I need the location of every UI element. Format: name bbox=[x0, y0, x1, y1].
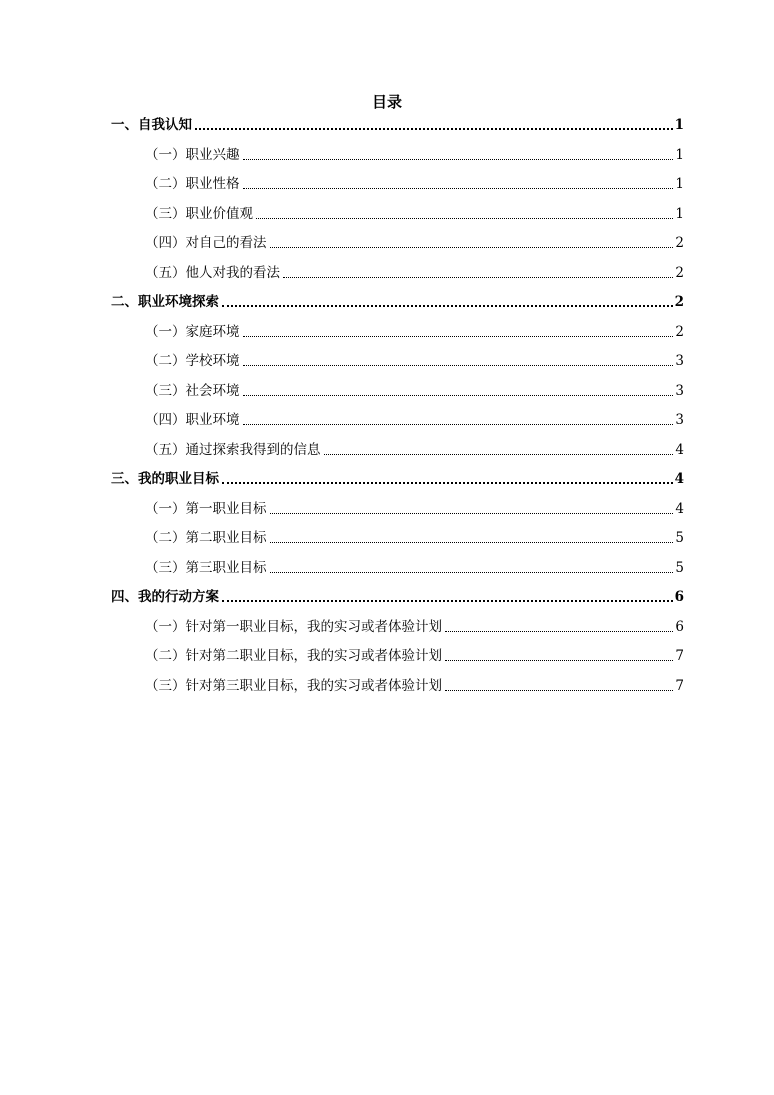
toc-dot-leader bbox=[243, 365, 674, 366]
toc-entry-page-number: 2 bbox=[675, 264, 684, 281]
toc-section-entry[interactable] bbox=[111, 585, 684, 607]
toc-entry-page-number: 1 bbox=[675, 205, 684, 222]
toc-entry-page-number: 4 bbox=[675, 500, 684, 517]
toc-section-entry[interactable] bbox=[111, 113, 684, 135]
toc-dot-leader bbox=[222, 600, 673, 602]
toc-entry-page-number: 6 bbox=[675, 618, 684, 635]
toc-dot-leader bbox=[270, 513, 674, 514]
toc-entry-label: 四、我的行动方案 bbox=[111, 589, 219, 605]
toc-dot-leader bbox=[243, 159, 674, 160]
toc-dot-leader bbox=[270, 542, 674, 543]
toc-entry-label: （三）职业价值观 bbox=[145, 205, 253, 222]
toc-entry-page-number: 7 bbox=[675, 648, 684, 664]
toc-entry-label: 三、我的职业目标 bbox=[111, 471, 219, 487]
toc-entry-label: （二）针对第二职业目标，我的实习或者体验计划 bbox=[145, 648, 442, 664]
toc-dot-leader bbox=[256, 218, 673, 219]
toc-subsection-entry[interactable] bbox=[145, 349, 684, 371]
toc-dot-leader bbox=[195, 128, 673, 130]
toc-subsection-entry[interactable] bbox=[145, 379, 684, 401]
toc-dot-leader bbox=[243, 188, 674, 189]
toc-dot-leader bbox=[445, 690, 673, 691]
toc-subsection-entry[interactable] bbox=[145, 674, 684, 696]
toc-subsection-entry[interactable] bbox=[145, 615, 684, 637]
toc-subsection-entry[interactable] bbox=[145, 497, 684, 519]
toc-subsection-entry[interactable] bbox=[145, 143, 684, 165]
toc-entry-label: （五）通过探索我得到的信息 bbox=[145, 441, 321, 458]
toc-dot-leader bbox=[445, 631, 673, 632]
toc-section-entry[interactable] bbox=[111, 290, 684, 312]
toc-entry-label: 二、职业环境探索 bbox=[111, 294, 219, 310]
toc-subsection-entry[interactable] bbox=[145, 438, 684, 460]
toc-entry-page-number: 1 bbox=[674, 117, 684, 133]
toc-entry-label: 一、自我认知 bbox=[111, 117, 192, 133]
toc-section-entry[interactable] bbox=[111, 467, 684, 489]
toc-subsection-entry[interactable] bbox=[145, 408, 684, 430]
toc-entry-label: （一）第一职业目标 bbox=[145, 500, 267, 517]
toc-entry-page-number: 2 bbox=[674, 294, 684, 310]
toc-dot-leader bbox=[243, 424, 674, 425]
toc-entry-label: （三）针对第三职业目标，我的实习或者体验计划 bbox=[145, 677, 442, 694]
toc-entry-page-number: 6 bbox=[674, 589, 684, 605]
toc-entry-page-number: 3 bbox=[675, 382, 684, 399]
toc-dot-leader bbox=[243, 336, 674, 337]
toc-entry-page-number: 5 bbox=[675, 559, 684, 576]
toc-subsection-entry[interactable] bbox=[145, 231, 684, 253]
toc-entry-page-number: 1 bbox=[675, 146, 684, 163]
toc-dot-leader bbox=[222, 305, 673, 307]
toc-subsection-entry[interactable] bbox=[145, 526, 684, 548]
toc-entry-page-number: 2 bbox=[675, 235, 684, 251]
toc-subsection-entry[interactable] bbox=[145, 320, 684, 342]
toc-subsection-entry[interactable] bbox=[145, 556, 684, 578]
toc-subsection-entry[interactable] bbox=[145, 644, 684, 666]
toc-subsection-entry[interactable] bbox=[145, 202, 684, 224]
toc-subsection-entry[interactable] bbox=[145, 172, 684, 194]
toc-dot-leader bbox=[222, 482, 673, 484]
toc-dot-leader bbox=[445, 660, 673, 661]
toc-dot-leader bbox=[324, 454, 674, 455]
toc-entry-page-number: 4 bbox=[674, 471, 684, 487]
toc-dot-leader bbox=[283, 277, 673, 278]
toc-dot-leader bbox=[270, 247, 674, 248]
toc-entry-label: （二）职业性格 bbox=[145, 176, 240, 192]
toc-entry-label: （五）他人对我的看法 bbox=[145, 264, 280, 281]
toc-entry-label: （三）社会环境 bbox=[145, 382, 240, 399]
toc-entry-label: （一）针对第一职业目标，我的实习或者体验计划 bbox=[145, 618, 442, 635]
toc-entry-label: （一）职业兴趣 bbox=[145, 146, 240, 163]
toc-subsection-entry[interactable] bbox=[145, 261, 684, 283]
toc-entry-page-number: 3 bbox=[675, 412, 684, 428]
toc-entry-label: （二）学校环境 bbox=[145, 353, 240, 369]
toc-entry-page-number: 7 bbox=[675, 677, 684, 694]
toc-title: 目录 bbox=[371, 93, 402, 111]
toc-dot-leader bbox=[270, 572, 674, 573]
toc-entry-label: （二）第二职业目标 bbox=[145, 530, 267, 546]
toc-entry-label: （一）家庭环境 bbox=[145, 323, 240, 340]
toc-entry-page-number: 3 bbox=[675, 353, 684, 369]
toc-entry-page-number: 1 bbox=[675, 176, 684, 192]
toc-entry-label: （四）对自己的看法 bbox=[145, 235, 267, 251]
toc-entry-label: （三）第三职业目标 bbox=[145, 559, 267, 576]
toc-entry-page-number: 2 bbox=[675, 323, 684, 340]
toc-entry-page-number: 4 bbox=[675, 441, 684, 458]
toc-entry-label: （四）职业环境 bbox=[145, 412, 240, 428]
toc-entry-page-number: 5 bbox=[675, 530, 684, 546]
toc-dot-leader bbox=[243, 395, 674, 396]
